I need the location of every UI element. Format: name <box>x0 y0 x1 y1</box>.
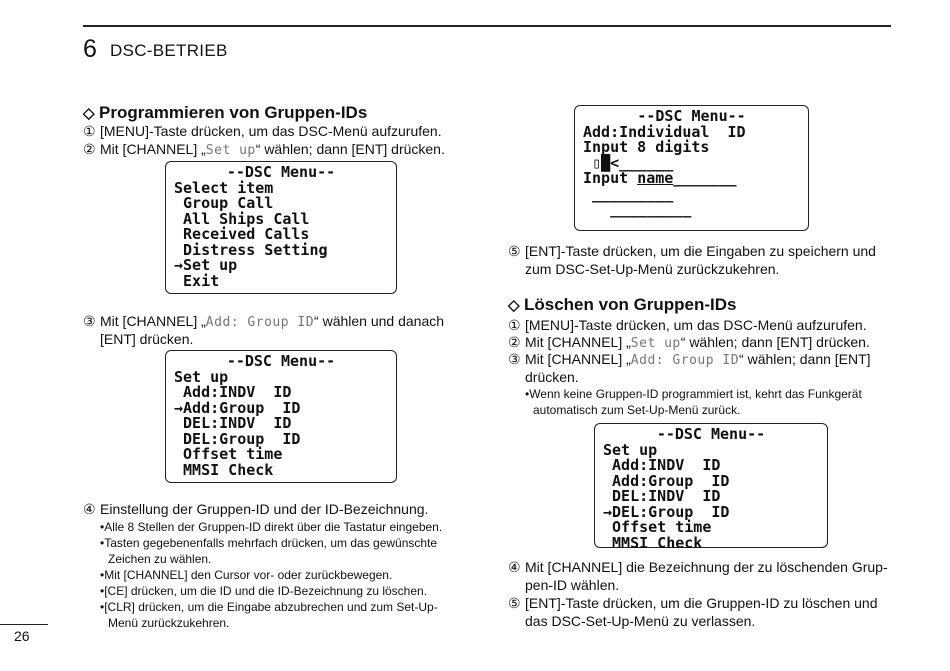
bullet: •Alle 8 Stellen der Gruppen-ID direkt über die Tastatur eingeben. <box>100 520 443 534</box>
bullet: •Tasten gegebenenfalls mehrfach drücken, um das gewünschte <box>100 536 438 550</box>
page-number: 26 <box>14 628 30 644</box>
step-1: ① [MENU]-Taste drücken, um das DSC-Menü aufzurufen. <box>83 123 442 139</box>
bullet-cont: automatisch zum Set-Up-Menü zurück. <box>533 403 741 417</box>
diamond-icon: ◇ <box>83 105 95 122</box>
page-rule <box>0 624 48 625</box>
bullet-cont: Zeichen zu wählen. <box>108 552 212 566</box>
top-rule <box>83 25 891 27</box>
bullet-cont: Menü zurückzukehren. <box>108 616 230 630</box>
bullet: •[CLR] drücken, um die Eingabe abzubrechen und zum Set-Up- <box>100 600 438 614</box>
bullet: •[CE] drücken, um die ID und die ID-Bezeichnung zu löschen. <box>100 584 428 598</box>
step-4: ④ Einstellung der Gruppen-ID und der ID-Bezeichnung. <box>83 501 429 517</box>
chapter-number: 6 <box>83 35 97 63</box>
step-4: ④ Mit [CHANNEL] die Bezeichnung der zu löschenden Grup- <box>508 559 888 575</box>
lcd-screen-2: --DSC Menu-- Set up Add:INDV ID →Add:Group ID DEL:INDV ID DEL:Group ID Offset time MMSI Check <box>165 350 397 483</box>
step-2: ② Mit [CHANNEL] „Set up“ wählen; dann [ENT] drücken. <box>508 334 870 351</box>
section-heading-program: ◇ Programmieren von Gruppen-IDs <box>83 103 368 122</box>
step-5: ⑤ [ENT]-Taste drücken, um die Eingaben zu speichern und <box>508 243 876 259</box>
step-5: ⑤ [ENT]-Taste drücken, um die Gruppen-ID zu löschen und <box>508 595 878 611</box>
lcd-screen-1: --DSC Menu-- Select item Group Call All Ships Call Received Calls Distress Setting →Set up Exit <box>165 161 397 294</box>
bullet: •Mit [CHANNEL] den Cursor vor- oder zurückbewegen. <box>100 568 393 582</box>
chapter-title: DSC-BETRIEB <box>110 41 228 60</box>
step-3-cont: [ENT] drücken. <box>100 331 194 347</box>
step-2: ② Mit [CHANNEL] „Set up“ wählen; dann [ENT] drücken. <box>83 141 445 158</box>
step-5-cont: zum DSC-Set-Up-Menü zurückzukehren. <box>525 261 780 277</box>
lcd-screen-4: --DSC Menu-- Set up Add:INDV ID Add:Group ID DEL:INDV ID →DEL:Group ID Offset time MMSI Check <box>594 423 828 548</box>
step-3-cont: drücken. <box>525 369 579 385</box>
section-heading-delete: ◇ Löschen von Gruppen-IDs <box>508 295 737 314</box>
step-3: ③ Mit [CHANNEL] „Add: Group ID“ wählen; dann [ENT] <box>508 351 871 368</box>
step-1: ① [MENU]-Taste drücken, um das DSC-Menü aufzurufen. <box>508 317 867 333</box>
step-3: ③ Mit [CHANNEL] „Add: Group ID“ wählen und danach <box>83 313 445 330</box>
step-5-cont: das DSC-Set-Up-Menü zu verlassen. <box>525 613 756 629</box>
step-4-cont: pen-ID wählen. <box>525 577 620 593</box>
diamond-icon: ◇ <box>508 297 520 314</box>
bullet: •Wenn keine Gruppen-ID programmiert ist, kehrt das Funkgerät <box>525 387 862 401</box>
lcd-screen-3: --DSC Menu-- Add:Individual ID Input 8 digits ▯█<______ Input name_______ _________ _________ <box>574 105 809 231</box>
